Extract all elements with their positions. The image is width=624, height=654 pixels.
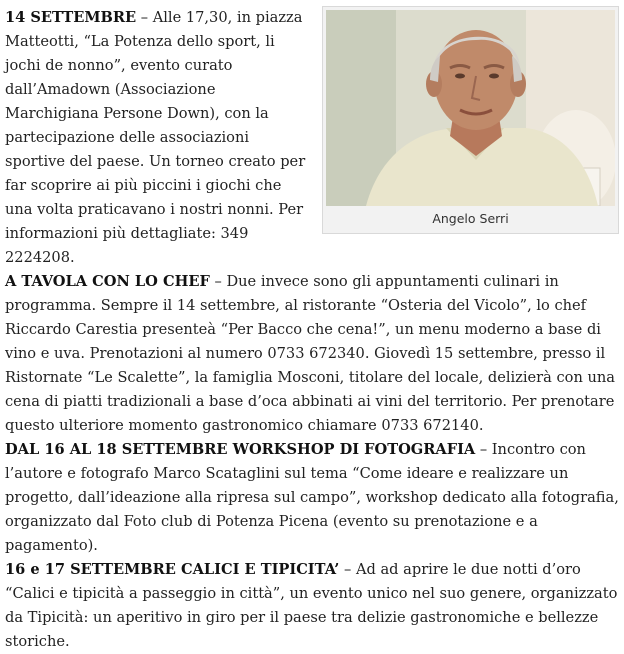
photo-caption: Angelo Serri <box>432 211 509 226</box>
paragraph-text: – Incontro con l’autore e fotografo Marco Scataglini sul tema “Come ideare e realizzare un progetto, dall’ideazione alla ripresa sul campo”, workshop dedicato alla fotografia, organizzato dal Foto club di Potenza Picena (evento su prenotazione e a pagamento). <box>5 441 619 554</box>
paragraph-text: – Alle 17,30, in piazza Matteotti, “La Potenza dello sport, li jochi de nonno”, evento curato dall’Amadown (Associazione Marchigiana Persone Down), con la partecipazione delle associazioni sportive del paese. Un torneo creato per far scoprire ai più piccini i giochi che una volta praticavano i nostri nonni. Per informazioni più dettagliate: 349 2224208. <box>5 9 306 266</box>
paragraph-workshop-fotografia <box>5 438 619 558</box>
paragraph-calici-e-tipicita <box>5 558 619 654</box>
paragraph-a-tavola-con-lo-chef <box>5 270 619 438</box>
portrait-illustration <box>326 10 615 206</box>
portrait-photo-icon[interactable] <box>326 10 615 206</box>
article-body <box>5 6 619 654</box>
paragraph-heading: DAL 16 AL 18 SETTEMBRE WORKSHOP DI FOTOGRAFIA <box>5 441 476 458</box>
paragraph-heading: 16 e 17 SETTEMBRE CALICI E TIPICITA’ <box>5 561 340 578</box>
photo-figure <box>322 6 619 234</box>
paragraph-heading: 14 SETTEMBRE <box>5 9 137 26</box>
paragraph-text: – Ad ad aprire le due notti d’oro “Calici e tipicità a passeggio in città”, un evento unico nel suo genere, organizzato da Tipicità: un aperitivo in giro per il paese tra delizie gastronomiche e bellezze storiche. <box>5 561 618 650</box>
paragraph-heading: A TAVOLA CON LO CHEF <box>5 273 210 290</box>
paragraph-text: – Due invece sono gli appuntamenti culinari in programma. Sempre il 14 settembre, al ristorante “Osteria del Vicolo”, lo chef Riccardo Carestia presenteà “Per Bacco che cena!”, un menu moderno a base di vino e uva. Prenotazioni al numero 0733 672340. Giovedì 15 settembre, presso il Ristornate “Le Scalette”, la famiglia Mosconi, titolare del locale, delizierà con una cena di piatti tradizionali a base d’oca abbinati ai vini del territorio. Per prenotare questo ulteriore momento gastronomico chiamare 0733 672140. <box>5 273 615 434</box>
